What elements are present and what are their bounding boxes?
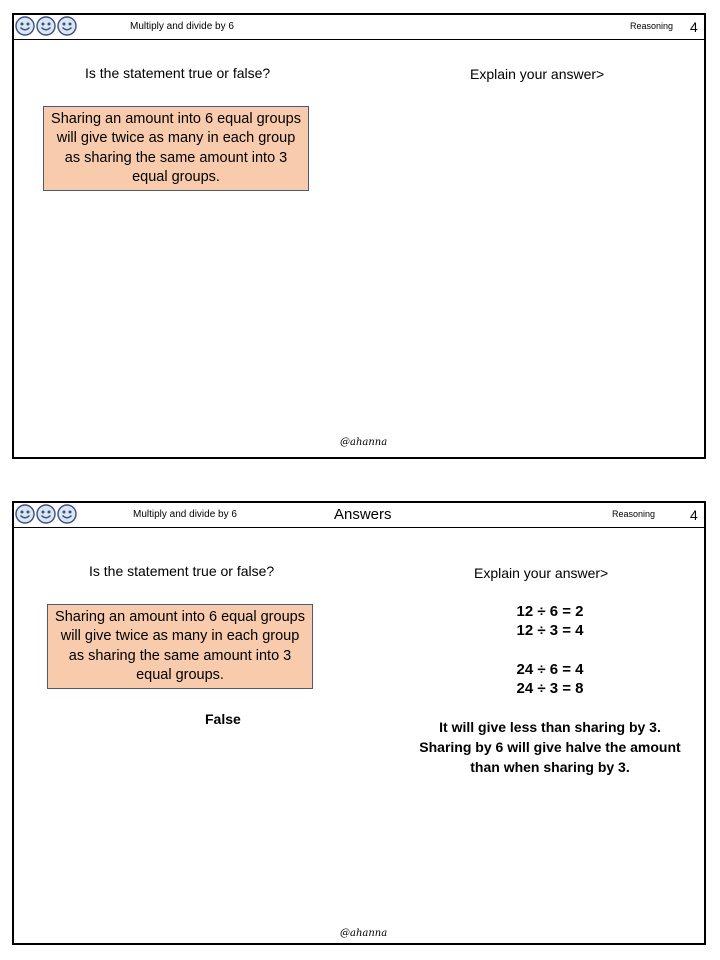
statement-box: Sharing an amount into 6 equal groups will give twice as many in each group as sharing the same amount into 3 equal groups. xyxy=(43,106,309,191)
smiley-face-icon xyxy=(15,16,35,36)
author-credit: @ahanna xyxy=(340,928,388,939)
smiley-rating xyxy=(15,504,78,526)
explanation-line: than when sharing by 3. xyxy=(470,759,630,775)
explain-prompt: Explain your answer> xyxy=(474,565,609,581)
smiley-face-icon xyxy=(15,504,35,524)
slide-title: Multiply and divide by 6 xyxy=(130,21,234,32)
explanation-line: It will give less than sharing by 3. xyxy=(439,719,661,735)
author-credit: @ahanna xyxy=(340,437,388,448)
answer-true-false: False xyxy=(205,711,241,727)
answer-slide xyxy=(12,501,706,945)
slide-number: 4 xyxy=(690,19,698,35)
smiley-face-icon xyxy=(36,16,56,36)
question-slide xyxy=(12,13,706,459)
smiley-face-icon xyxy=(36,504,56,524)
smiley-face-icon xyxy=(57,504,77,524)
equation-line: 24 ÷ 6 = 4 xyxy=(516,661,584,678)
slide-number: 4 xyxy=(690,507,698,523)
smiley-rating xyxy=(15,16,78,38)
question-text: Is the statement true or false? xyxy=(89,563,275,579)
slide-header xyxy=(14,15,704,40)
equation-line: 12 ÷ 3 = 4 xyxy=(516,622,584,639)
slide-title: Multiply and divide by 6 xyxy=(133,509,237,520)
equation-line: 12 ÷ 6 = 2 xyxy=(516,603,584,620)
question-text: Is the statement true or false? xyxy=(85,65,271,81)
statement-box: Sharing an amount into 6 equal groups will give twice as many in each group as sharing the same amount into 3 equal groups. xyxy=(47,604,313,689)
explanation-line: Sharing by 6 will give halve the amount xyxy=(419,739,681,755)
slide-header xyxy=(14,503,704,528)
slide-type: Reasoning xyxy=(612,509,656,519)
slide-type: Reasoning xyxy=(630,21,674,31)
answers-heading: Answers xyxy=(334,506,392,523)
explain-prompt: Explain your answer> xyxy=(470,66,605,82)
smiley-face-icon xyxy=(57,16,77,36)
equation-line: 24 ÷ 3 = 8 xyxy=(516,680,584,697)
